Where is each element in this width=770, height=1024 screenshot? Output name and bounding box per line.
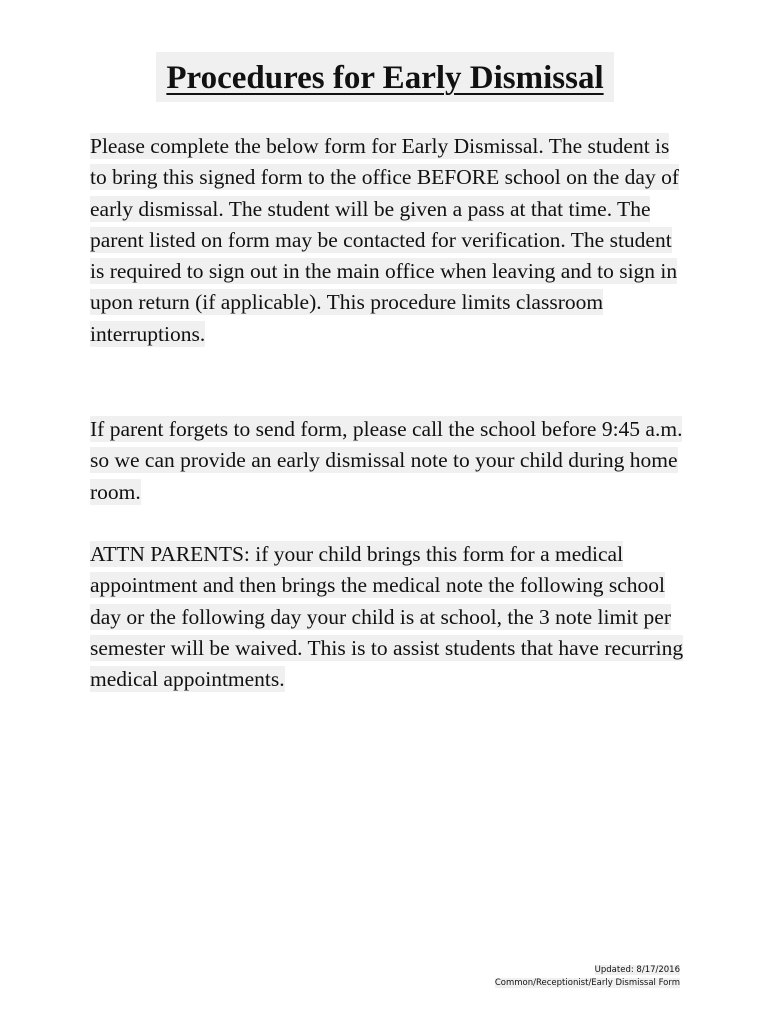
footer-path-text: Common/Receptionist/Early Dismissal Form [494, 978, 680, 988]
footer-updated [495, 964, 680, 977]
paragraph-forgot-form [90, 414, 690, 508]
footer-updated-text: Updated: 8/17/2016 [594, 965, 680, 975]
page-title [0, 52, 770, 102]
paragraph-instructions-text: Please complete the below form for Early Dismissal. The student is to bring this signed form to the office BEFORE school on the day of early dismissal. The student will be given a pass at that time. The parent listed on form may be contacted for verification. The student is required to sign out in the main office when leaving and to sign in upon return (if applicable). This procedure limits classroom interruptions. [90, 134, 679, 346]
page-title-text: Procedures for Early Dismissal [156, 52, 613, 102]
footer-path [495, 977, 680, 990]
paragraph-attn-parents-text: ATTN PARENTS: if your child brings this form for a medical appointment and then brings the medical note the following school day or the following day your child is at school, the 3 note limit per semester will be waived. This is to assist students that have recurring medical appointments. [90, 542, 684, 692]
paragraph-forgot-form-text: If parent forgets to send form, please call the school before 9:45 a.m. so we can provide an early dismissal note to your child during home room. [90, 417, 683, 504]
paragraph-attn-parents [90, 539, 690, 695]
paragraph-instructions [90, 131, 690, 350]
footer [495, 964, 680, 990]
